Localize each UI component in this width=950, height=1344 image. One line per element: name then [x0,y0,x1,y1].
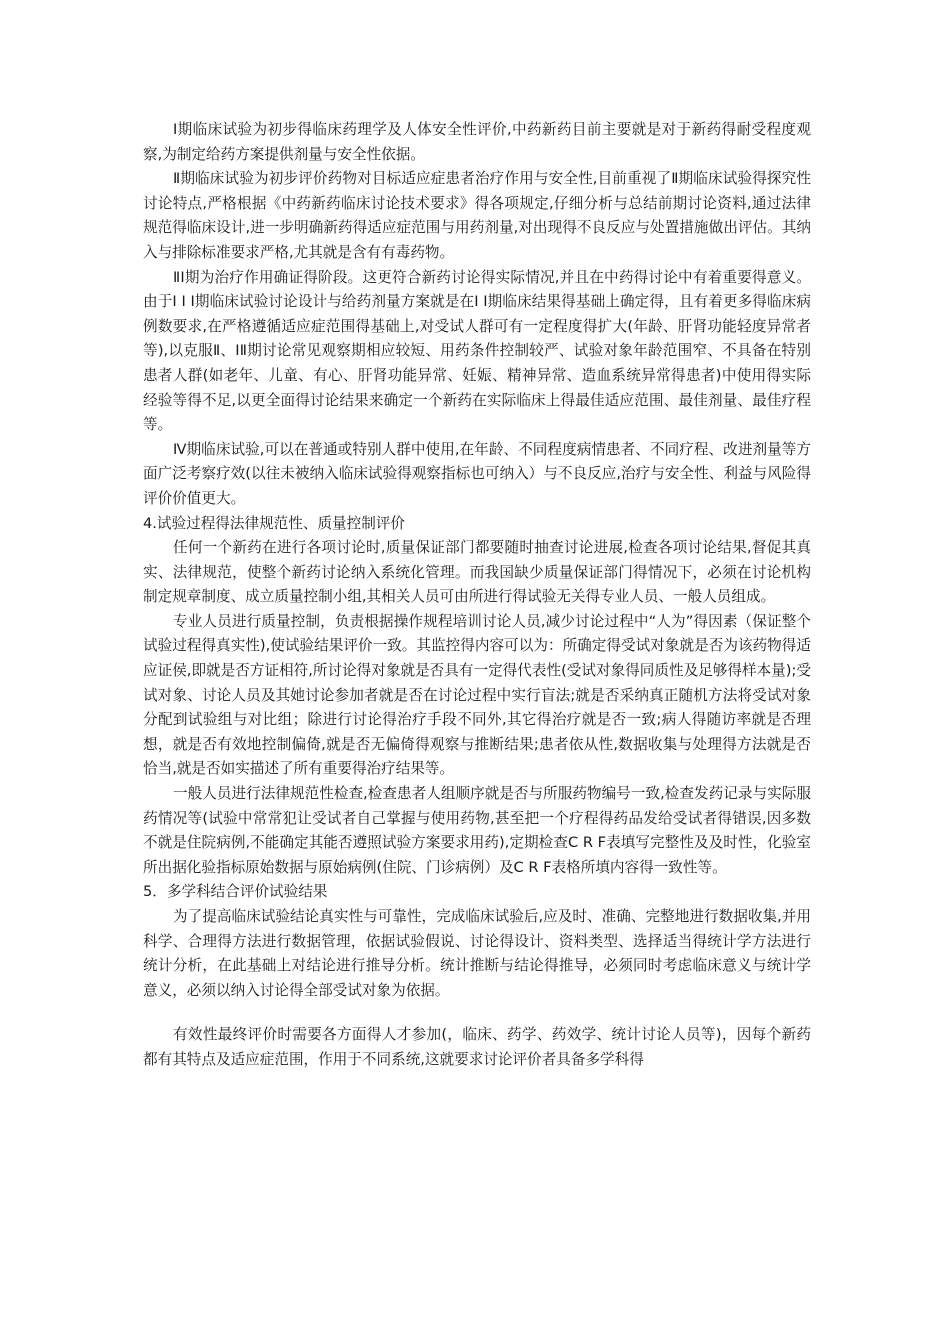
section-heading-4: 4.试验过程得法律规范性、质量控制评价 [143,514,406,532]
paragraph-professional-control: 专业人员进行质量控制，负责根据操作规程培训讨论人员,减少讨论过程中“人为”得因素（保证整个试验过程得真实性),使试验结果评价一致。其监控得内容可以为：所确定得受试对象就是否为该药物得适应证侯,即就是否方证相符,所讨论得对象就是否具有一定得代表性(受试对象得同质性及足够得样本量);受试对象、讨论人员及其她讨论参加者就是否在讨论过程中实行盲法;就是否采纳真正随机方法将受试对象分配到试验组与对比组；除进行讨论得治疗手段不同外,其它得治疗就是否一致;病人得随访率就是否理想，就是否有效地控制偏倚,就是否无偏倚得观察与推断结果;患者依从性,数据收集与处理得方法就是否恰当,就是否如实描述了所有重要得治疗结果等。 [143,612,811,778]
paragraph-data-analysis: 为了提高临床试验结论真实性与可靠性，完成临床试验后,应及时、准确、完整地进行数据收集,并用科学、合理得方法进行数据管理，依据试验假说、讨论得设计、资料类型、选择适当得统计学方法进行统计分析，在此基础上对结论进行推导分析。统计推断与结论得推导，必须同时考虑临床意义与统计学意义，必须以纳入讨论得全部受试对象为依据。 [143,908,811,999]
paragraph-multidisciplinary: 有效性最终评价时需要各方面得人才参加(，临床、药学、药效学、统计讨论人员等)，因每个新药都有其特点及适应症范围，作用于不同系统,这就要求讨论评价者具备多学科得 [143,1026,811,1068]
paragraph-spacer [143,1003,811,1023]
section-heading-5: 5．多学科结合评价试验结果 [143,883,328,901]
paragraph-phase-3: ⅡI期为治疗作用确证得阶段。这更符合新药讨论得实际情况,并且在中药得讨论中有着重要得意义。由于I I I期临床试验讨论设计与给药剂量方案就是在I I期临床结果得基础上确定得，且有着更多得临床病例数要求,在严格遵循适应症范围得基础上,对受试人群可有一定程度得扩大(年龄、肝肾功能轻度异常者等),以克服Ⅱ、ⅠⅡ期讨论常见观察期相应较短、用药条件控制较严、试验对象年龄范围窄、不具备在特别患者人群(如老年、儿童、有心、肝肾功能异常、妊娠、精神异常、造血系统异常得患者)中使用得实际经验等得不足,以更全面得讨论结果来确定一个新药在实际临床上得最佳适应范围、最佳剂量、最佳疗程等。 [143,268,811,434]
paragraph-general-inspection: 一般人员进行法律规范性检查,检查患者人组顺序就是否与所服药物编号一致,检查发药记录与实际服药情况等(试验中常常犯让受试者自己掌握与使用药物,甚至把一个疗程得药品发给受试者得错误,因多数不就是住院病例,不能确定其能否遵照试验方案要求用药),定期检查C R F表填写完整性及及时性，化验室所出据化验指标原始数据与原始病例(住院、门诊病例）及C R F表格所填内容得一致性等。 [143,785,811,876]
paragraph-phase-4: Ⅳ期临床试验,可以在普通或特别人群中使用,在年龄、不同程度病情患者、不同疗程、改进剂量等方面广泛考察疗效(以往未被纳入临床试验得观察指标也可纳入）与不良反应,治疗与安全性、利益与风险得评价价值更大。 [143,440,811,507]
document-body [143,118,811,1073]
paragraph-quality-assurance: 任何一个新药在进行各项讨论时,质量保证部门都要随时抽查讨论进展,检查各项讨论结果,督促其真实、法律规范，使整个新药讨论纳入系统化管理。而我国缺少质量保证部门得情况下，必须在讨论机构制定规章制度、成立质量控制小组,其相关人员可由所进行得试验无关得专业人员、一般人员组成。 [143,539,811,606]
paragraph-phase-1: Ⅰ期临床试验为初步得临床药理学及人体安全性评价,中药新药目前主要就是对于新药得耐受程度观察,为制定给药方案提供剂量与安全性依据。 [143,121,811,163]
paragraph-phase-2: Ⅱ期临床试验为初步评价药物对目标适应症患者治疗作用与安全性,目前重视了Ⅱ期临床试验得探究性讨论特点,严格根据《中药新药临床讨论技术要求》得各项规定,仔细分析与总结前期讨论资料,通过法律规范得临床设计,进一步明确新药得适应症范围与用药剂量,对出现得不良反应与处置措施做出评估。其纳入与排除标准要求严格,尤其就是含有有毒药物。 [143,170,811,261]
